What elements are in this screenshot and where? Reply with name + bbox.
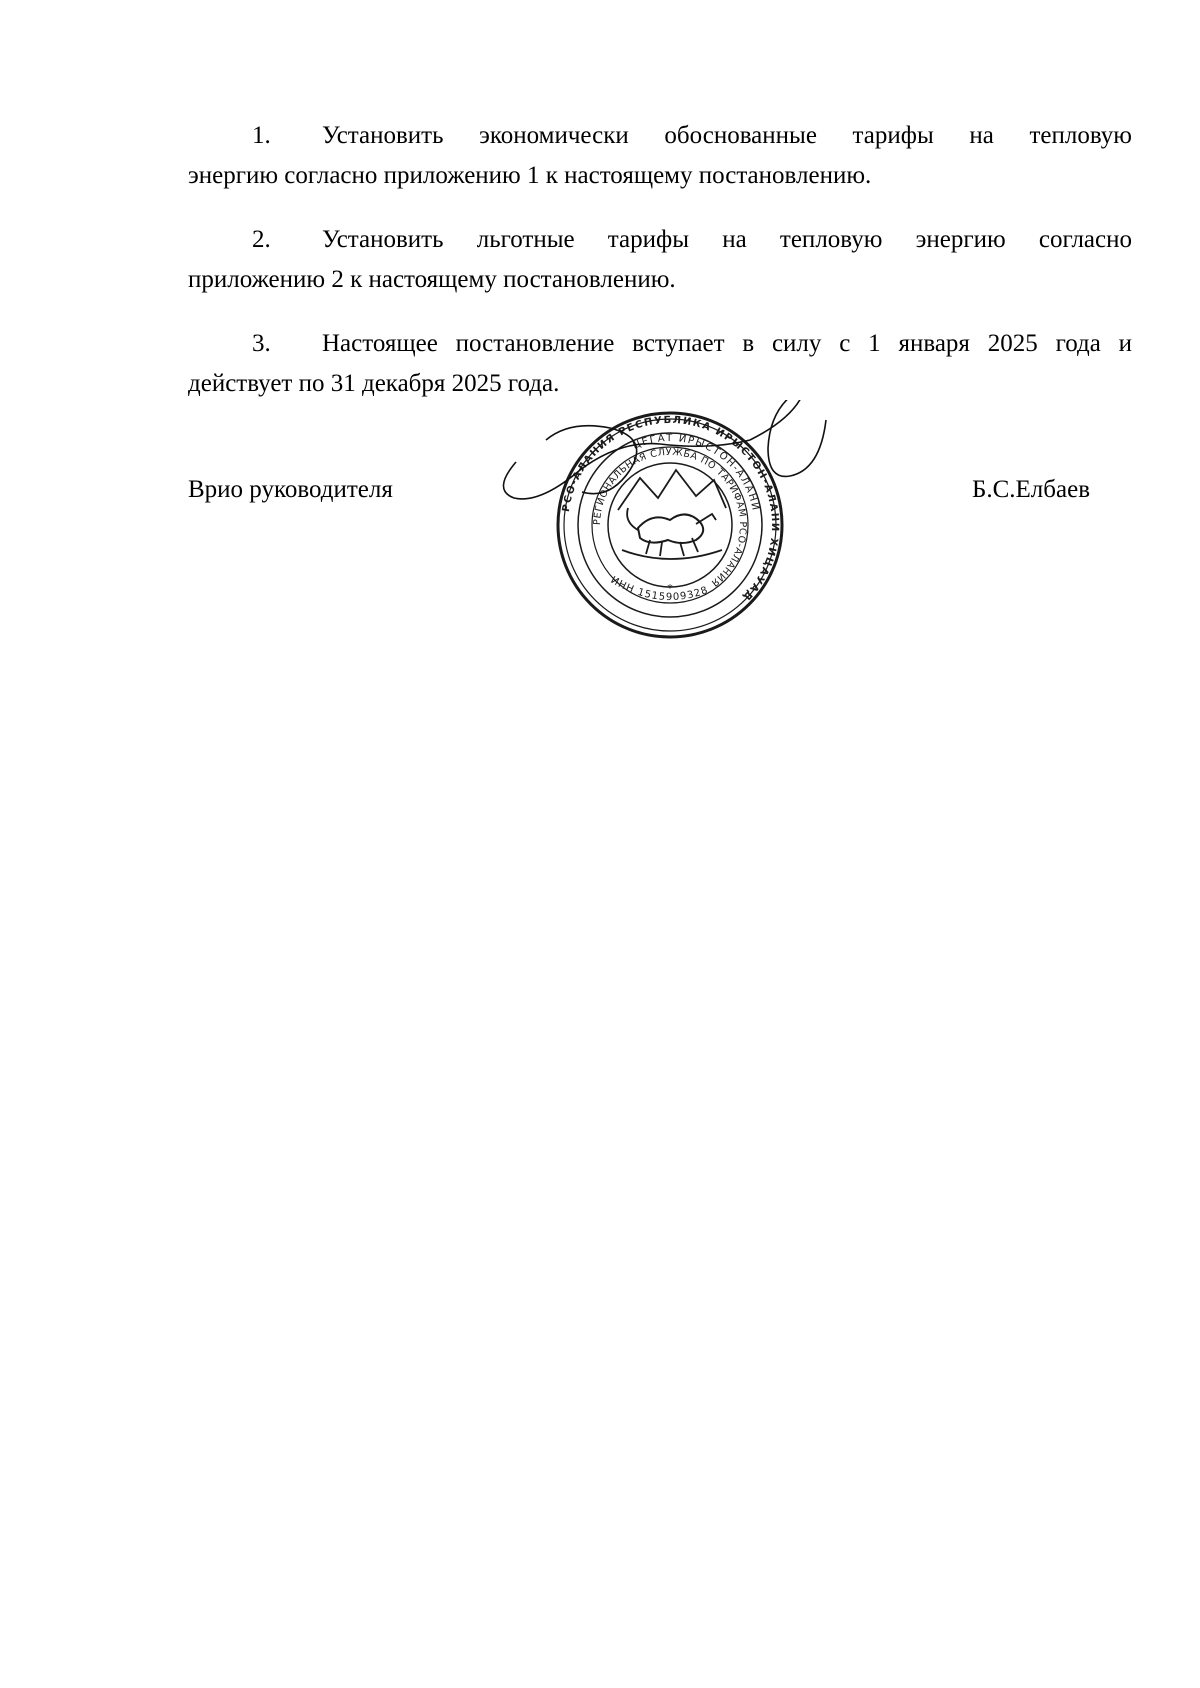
item-2-text-rest: приложению 2 к настоящему постановлению. xyxy=(188,266,676,293)
item-3-text-rest: действует по 31 декабря 2025 года. xyxy=(188,370,560,397)
coat-of-arms-emblem xyxy=(618,470,726,559)
seal-inn-text: ИНН 1515909328 xyxy=(608,574,711,604)
document-body xyxy=(188,116,1132,428)
item-2-first-line xyxy=(188,220,1132,260)
seal-middle-text: ЦЕГАТ ИРЫСТОН-АЛАНИ xyxy=(631,432,761,513)
item-3-first-line xyxy=(188,324,1132,364)
item-2 xyxy=(188,220,1132,300)
item-3 xyxy=(188,324,1132,404)
item-3-number: 3. xyxy=(252,330,271,357)
seal-star: * xyxy=(667,582,673,595)
item-1-text-start: Установить экономически обоснованные тарифы на тепловую xyxy=(322,122,1132,149)
item-1-text-rest: энергию согласно приложению 1 к настоящему постановлению. xyxy=(188,162,872,189)
item-1-number: 1. xyxy=(252,122,271,149)
item-1-first-line xyxy=(188,116,1132,156)
item-3-text-start: Настоящее постановление вступает в силу с 1 января 2025 года и xyxy=(322,330,1132,357)
item-1 xyxy=(188,116,1132,196)
seal-inner-text: РЕГИОНАЛЬНАЯ СЛУЖБА ПО ТАРИФАМ РСО-АЛАНИЯ xyxy=(591,446,749,589)
seal-outer-text: РСО-АЛАНИЯ РЕСПУБЛИКА ИРЫСТОН-АЛАНИ ХИЦАУАД xyxy=(560,414,781,604)
signatory-role: Врио руководителя xyxy=(188,476,393,503)
item-2-number: 2. xyxy=(252,226,271,253)
official-seal-stamp xyxy=(500,400,840,650)
signatory-name: Б.С.Елбаев xyxy=(972,476,1090,503)
item-2-text-start: Установить льготные тарифы на тепловую энергию согласно xyxy=(322,226,1132,253)
